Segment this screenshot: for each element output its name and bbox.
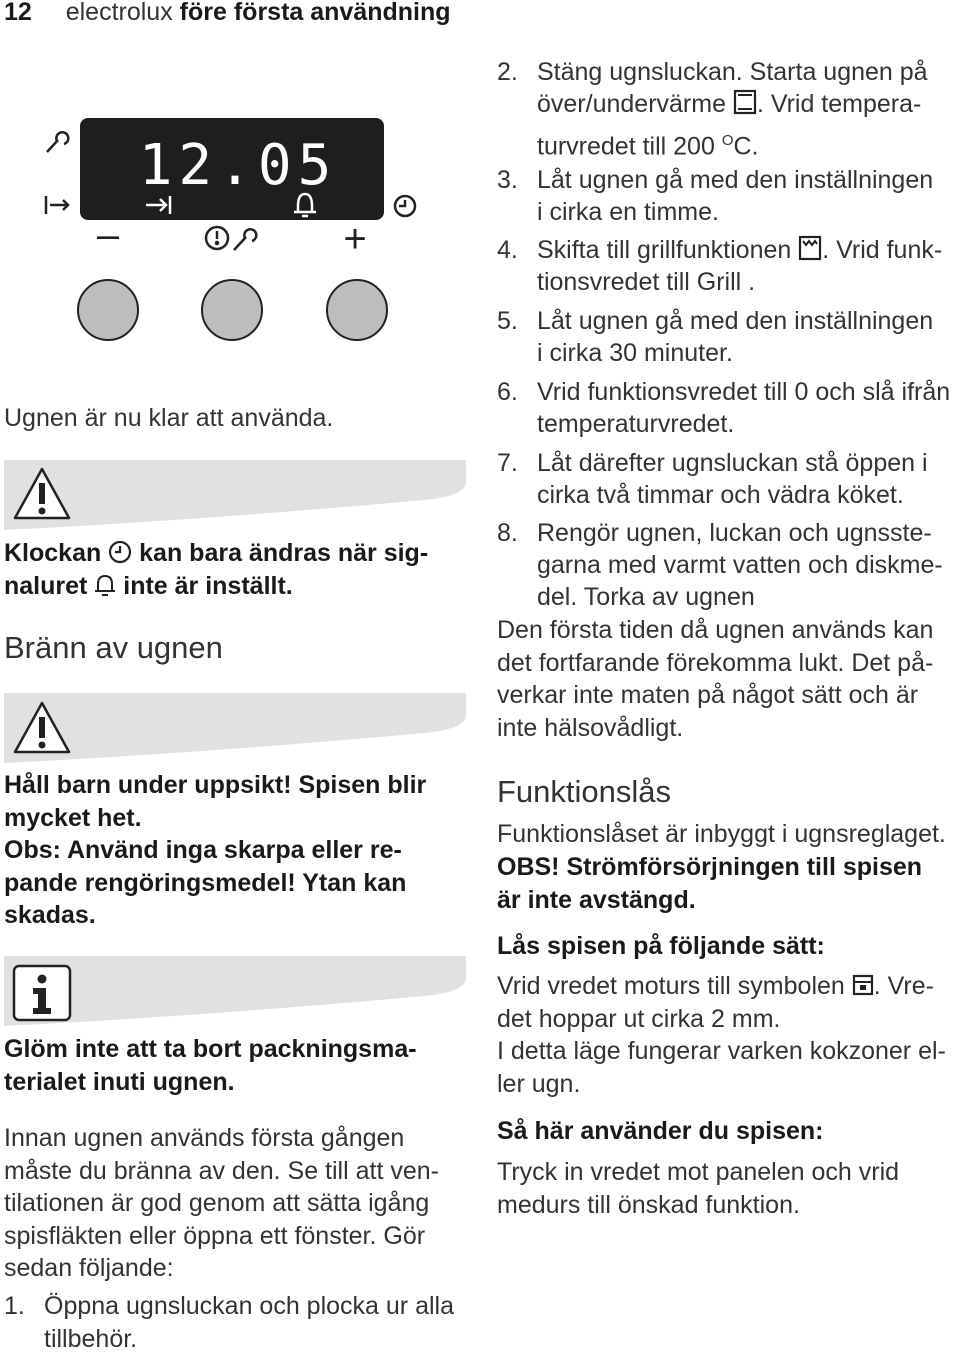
plus-button[interactable]	[326, 279, 388, 341]
lock-intro: Funktionslåset är inbyggt i ugnsreglaget.	[497, 820, 946, 848]
step-1: 1. Öppna ugnsluckan och plocka ur alla tillbehör.	[4, 1292, 454, 1353]
lock-how-heading: Lås spisen på följande sätt:	[497, 932, 825, 960]
probe-icon-left	[47, 132, 68, 152]
burn-instructions: Innan ugnen används första gången måste du bränna av den. Se till att ven- tilationen är god genom att sätta igång spisfläkten eller öppna ett fönster. Gör sedan följande:	[4, 1124, 439, 1282]
info-text: Glöm inte att ta bort packningsma- terialet inuti ugnen.	[4, 1035, 417, 1096]
timer-button[interactable]	[201, 279, 263, 341]
clock-icon-right	[395, 196, 415, 216]
warning-icon-2	[12, 700, 72, 756]
odor-note: Den första tiden då ugnen används kan det fortfarande förekomma lukt. Det på- verkar inte maten på något sätt och är inte hälsovådligt.	[497, 616, 934, 742]
info-banner	[4, 956, 466, 1026]
grill-icon	[798, 235, 822, 261]
burn-heading: Bränn av ugnen	[4, 630, 223, 665]
brand-name: electrolux	[65, 0, 173, 26]
clock-warning-text: Klockan kan bara ändras när sig- naluret inte är inställt.	[4, 539, 429, 600]
ready-text: Ugnen är nu klar att använda.	[4, 404, 334, 432]
use-instructions: Tryck in vredet mot panelen och vrid medurs till önskad funktion.	[497, 1158, 900, 1219]
warning-banner	[4, 460, 466, 530]
minus-button[interactable]	[77, 279, 139, 341]
display-time: 12.05	[138, 133, 338, 198]
timer-probe-icon	[206, 227, 256, 250]
minus-label: –	[96, 213, 120, 257]
page-number: 12	[4, 0, 32, 26]
top-bottom-heat-icon	[733, 89, 757, 115]
clock-icon	[108, 540, 132, 564]
lock-heading: Funktionslås	[497, 774, 672, 809]
section-title: före första användning	[179, 0, 451, 26]
page-header	[4, 0, 451, 28]
bell-icon	[94, 573, 116, 597]
lock-instructions: Vrid vredet moturs till symbolen . Vre- det hoppar ut cirka 2 mm. I detta läge fungerar varken kokzoner el- ler ugn.	[497, 972, 946, 1098]
info-icon	[12, 964, 72, 1022]
plus-label: +	[343, 217, 367, 261]
safety-warning-text: Håll barn under uppsikt! Spisen blir mycket het. Obs: Använd inga skarpa eller re- pande rengöringsmedel! Ytan kan skadas.	[4, 771, 427, 929]
warning-banner-2	[4, 693, 466, 763]
lock-warning: OBS! Strömförsörjningen till spisen är inte avstängd.	[497, 853, 923, 914]
use-heading: Så här använder du spisen:	[497, 1117, 824, 1145]
warning-icon	[12, 466, 72, 522]
end-time-icon-left	[46, 196, 68, 214]
lock-symbol-icon	[852, 973, 874, 997]
